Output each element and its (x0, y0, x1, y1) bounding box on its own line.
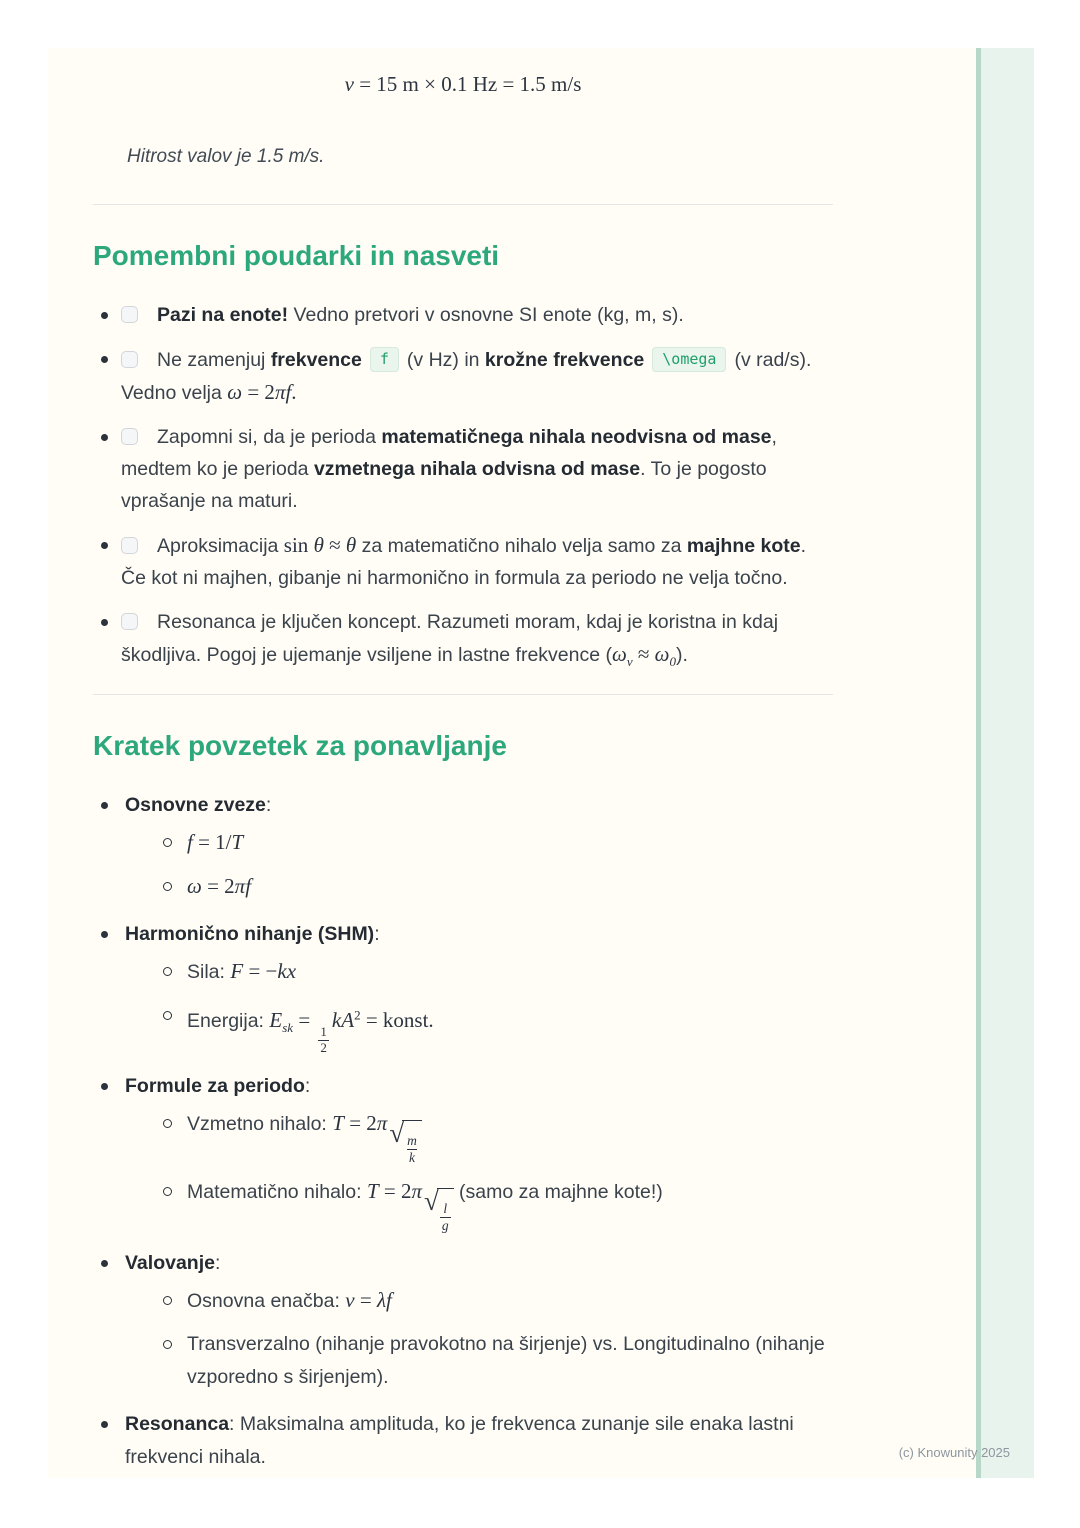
summary-subitem-text: f = 1/T (187, 829, 244, 854)
checklist-item (93, 421, 833, 517)
checklist-item (93, 343, 833, 409)
circle-bullet-icon (163, 882, 172, 891)
summary-item-text: Osnovne zveze: (125, 793, 272, 816)
summary-subitem-text: Energija: $E_{sk}$ = $\frac{1}{2}$ $kA^2$ = konst. (187, 1007, 434, 1056)
bullet-icon (101, 1083, 108, 1090)
summary-item-text: Resonanca: Maksimalna amplituda, ko je frekvenca zunanje sile enaka lastni frekvenci nihala. (125, 1413, 794, 1469)
circle-bullet-icon (163, 1011, 172, 1020)
checklist-item-text: Zapomni si, da je perioda matematičnega nihala neodvisna od mase, medtem ko je perioda vzmetnega nihala odvisna od mase. To je pogosto vprašanje na maturi. (121, 426, 777, 512)
summary-item (93, 789, 833, 904)
copyright: (c) Knowunity 2025 (898, 1445, 1010, 1460)
sub-list (125, 955, 833, 1056)
page-content (93, 48, 833, 1488)
summary-subitem (157, 870, 833, 904)
summary-item-text: Harmonično nihanje (SHM): (125, 922, 380, 945)
summary-subitem-text: Matematično nihalo: T = 2π √ $\frac{l}{g}$ (samo za majhne kote!) (187, 1179, 663, 1233)
summary-subitem (157, 1175, 833, 1233)
checkbox[interactable] (121, 428, 138, 445)
summary-subitem (157, 955, 833, 989)
sub-list (125, 826, 833, 904)
summary-subitem-text: ω = 2πf (187, 873, 252, 898)
tips-checklist (93, 299, 833, 678)
checklist-item-text: Resonanca je ključen koncept. Razumeti moram, kdaj je koristna in kdaj škodljiva. Pogoj je ujemanje vsiljene in lastne frekvence $(\omega_v \approx \omega_0)$. (121, 611, 779, 669)
sub-list (125, 1284, 833, 1394)
circle-bullet-icon (163, 1340, 172, 1349)
summary-subitem (157, 1284, 833, 1318)
sub-list (125, 1107, 833, 1233)
checklist-item-text: Aproksimacija sin θ ≈ θ za matematično nihalo velja samo za majhne kote. Če kot ni majhen, gibanje ni harmonično in formula za periodo ne velja točno. (121, 533, 807, 589)
section-title-tips: Pomembni poudarki in nasveti (93, 240, 500, 271)
summary-subitem (157, 999, 833, 1056)
bullet-icon (101, 802, 108, 809)
bullet-icon (101, 1260, 108, 1267)
checklist-item-text: Ne zamenjuj frekvence f (v Hz) in krožne frekvence \omega (v rad/s). Vedno velja ω = 2πf. (121, 349, 812, 404)
bullet-icon (101, 619, 108, 626)
summary-subitem-text: Osnovna enačba: v = λf (187, 1288, 392, 1313)
circle-bullet-icon (163, 838, 172, 847)
checkbox[interactable] (121, 306, 138, 323)
result-note: Hitrost valov je 1.5 m/s. (127, 146, 325, 167)
bullet-icon (101, 312, 108, 319)
summary-item (93, 918, 833, 1056)
block-equation: v = 15 m × 0.1 Hz = 1.5 m/s (344, 72, 582, 96)
summary-item-text: Valovanje: (125, 1252, 221, 1275)
summary-list (93, 789, 833, 1474)
circle-bullet-icon (163, 1187, 172, 1196)
summary-subitem (157, 1107, 833, 1165)
checkbox[interactable] (121, 351, 138, 368)
summary-subitem (157, 1328, 833, 1394)
bullet-icon (101, 542, 108, 549)
summary-subitem-text: Vzmetno nihalo: T = 2π √ $\frac{m}{k}$ (187, 1113, 422, 1135)
circle-bullet-icon (163, 1119, 172, 1128)
bullet-icon (101, 356, 108, 363)
summary-item (93, 1247, 833, 1394)
bullet-icon (101, 434, 108, 441)
checkbox[interactable] (121, 537, 138, 554)
summary-item (93, 1408, 833, 1474)
checkbox[interactable] (121, 613, 138, 630)
checklist-item (93, 529, 833, 594)
summary-subitem-text: Transverzalno (nihanje pravokotno na širjenje) vs. Longitudinalno (nihanje vzporedno s širjenjem). (187, 1333, 825, 1389)
checklist-item-text: Pazi na enote! Vedno pretvori v osnovne SI enote (kg, m, s). (157, 304, 684, 326)
bullet-icon (101, 1421, 108, 1428)
checklist-item (93, 606, 833, 678)
checklist-item (93, 299, 833, 331)
bullet-icon (101, 931, 108, 938)
divider (93, 204, 833, 205)
document-page (48, 48, 1034, 1478)
summary-item-text: Formule za periodo: (125, 1075, 311, 1098)
circle-bullet-icon (163, 967, 172, 976)
section-title-summary: Kratek povzetek za ponavljanje (93, 729, 507, 761)
circle-bullet-icon (163, 1296, 172, 1305)
page-edge-accent-strip (976, 48, 1034, 1478)
summary-item (93, 1070, 833, 1233)
summary-subitem-text: Sila: F = −kx (187, 958, 297, 983)
summary-subitem (157, 826, 833, 860)
divider (93, 694, 833, 695)
